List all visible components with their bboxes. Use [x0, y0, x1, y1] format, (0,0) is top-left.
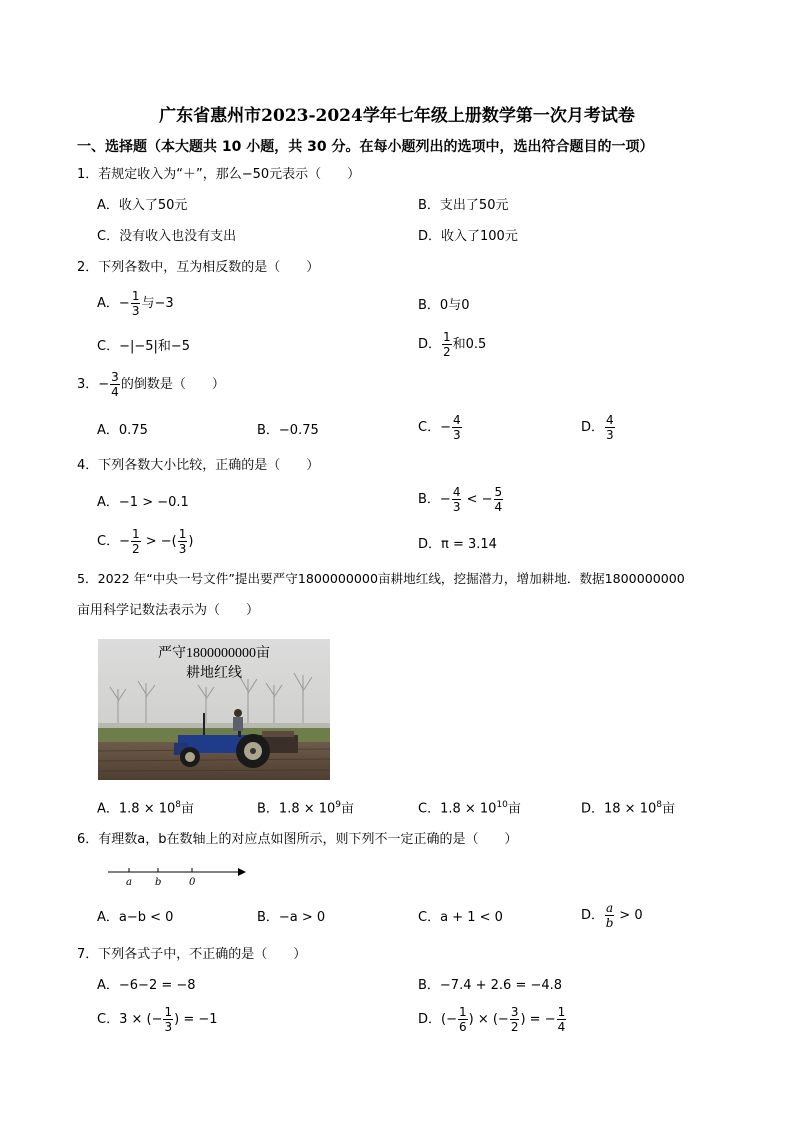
question-7-option-c: C．3 × (− $\frac{1}{3}$ ) = −1	[97, 1005, 218, 1034]
question-5-stem-line2: 亩用科学记数法表示为（ ）	[77, 603, 260, 618]
fraction: $\frac{4}{3}$	[452, 413, 461, 442]
fraction: $\frac{5}{4}$	[494, 485, 503, 514]
question-5-option-c: C．$1.8 \times 10^{10}$亩	[418, 800, 521, 817]
photo-caption-line1: 严守1800000000亩	[158, 646, 270, 661]
fraction: $\frac{1}{2}$	[443, 330, 451, 359]
section-heading: 一、选择题（本大题共 10 小题，共 30 分。在每小题列出的选项中，选出符合题目的一项）	[77, 139, 654, 155]
question-2-option-b: B．0与0	[418, 298, 470, 313]
question-1-option-b: B．支出了50元	[418, 198, 509, 213]
fraction: $\frac{3}{4}$	[111, 370, 119, 399]
question-7-option-d: D．(− $\frac{1}{6}$ ) × (− $\frac{3}{2}$ ) = − $\frac{1}{4}$	[418, 1005, 566, 1034]
question-3-option-b: B．−0.75	[257, 423, 319, 438]
question-7-option-b: B．−7.4 + 2.6 = −4.8	[418, 978, 563, 993]
question-3-stem: 3．− $\frac{3}{4}$ 的倒数是（ ）	[77, 370, 225, 399]
question-6-stem: 6．有理数a，b在数轴上的对应点如图所示，则下列不一定正确的是（ ）	[77, 832, 518, 847]
question-4-option-a: A．−1 > −0.1	[97, 495, 189, 510]
fraction: $\frac{4}{3}$	[452, 485, 461, 514]
question-4-option-d: D．π = 3.14	[418, 537, 497, 552]
farmland-tractor-photo	[98, 639, 330, 780]
fraction: $\frac{4}{3}$	[606, 413, 614, 442]
fraction: $\frac{1}{3}$	[164, 1005, 173, 1034]
question-6-option-a: A．a−b < 0	[97, 910, 174, 925]
axis-label-a: a	[126, 877, 132, 888]
fraction: $\frac{1}{4}$	[557, 1005, 566, 1034]
question-1-stem: 1．若规定收入为“＋”，那么−50元表示（ ）	[77, 167, 361, 182]
question-5-stem-line1: 5．2022 年“中央一号文件”提出要严守1800000000亩耕地红线，挖掘潜力，增加耕地．数据1800000000	[77, 571, 685, 586]
fraction: $\frac{3}{2}$	[510, 1005, 519, 1034]
question-3-option-c: C．− $\frac{4}{3}$	[418, 413, 461, 442]
number-line	[104, 862, 254, 892]
question-2-option-c: C．−|−5|和−5	[97, 339, 191, 354]
question-4-stem: 4．下列各数大小比较，正确的是（ ）	[77, 458, 320, 473]
question-4-option-c: C．− $\frac{1}{2}$ > −( $\frac{1}{3}$ )	[97, 527, 194, 556]
question-4-option-b: B．− $\frac{4}{3}$ < − $\frac{5}{4}$	[418, 485, 503, 514]
fraction: $\frac{1}{3}$	[178, 527, 187, 556]
question-1-option-c: C．没有收入也没有支出	[97, 229, 237, 244]
question-1-option-a: A．收入了50元	[97, 198, 188, 213]
question-1-option-d: D．收入了100元	[418, 229, 518, 244]
axis-label-0: 0	[189, 877, 196, 888]
question-5-option-b: B．$1.8 \times 10^9$亩	[257, 800, 355, 817]
fraction: $\frac{1}{2}$	[131, 527, 140, 556]
fraction: $\frac{1}{3}$	[131, 289, 140, 318]
question-7-option-a: A．−6−2 = −8	[97, 978, 196, 993]
question-2-stem: 2．下列各数中，互为相反数的是（ ）	[77, 260, 320, 275]
fraction: $\frac{1}{6}$	[458, 1005, 467, 1034]
question-5-option-a: A．$1.8 \times 10^8$亩	[97, 800, 195, 817]
question-3-option-d: D． $\frac{4}{3}$	[581, 413, 614, 442]
photo-caption-line2: 耕地红线	[186, 666, 242, 681]
question-3-option-a: A．0.75	[97, 423, 148, 438]
question-2-option-d: D． $\frac{1}{2}$ 和0.5	[418, 330, 487, 359]
fraction: $\frac{a}{b}$	[605, 901, 614, 930]
axis-label-b: b	[155, 877, 162, 888]
question-5-option-d: D．$18 \times 10^8$亩	[581, 800, 676, 817]
question-6-option-c: C．a + 1 < 0	[418, 910, 503, 925]
page-title: 广东省惠州市2023-2024学年七年级上册数学第一次月考试卷	[159, 106, 635, 126]
question-2-option-a: A．− $\frac{1}{3}$ 与−3	[97, 289, 174, 318]
question-7-stem: 7．下列各式子中，不正确的是（ ）	[77, 947, 307, 962]
question-6-option-b: B．−a > 0	[257, 910, 326, 925]
question-6-option-d: D． $\frac{a}{b}$ > 0	[581, 901, 643, 930]
